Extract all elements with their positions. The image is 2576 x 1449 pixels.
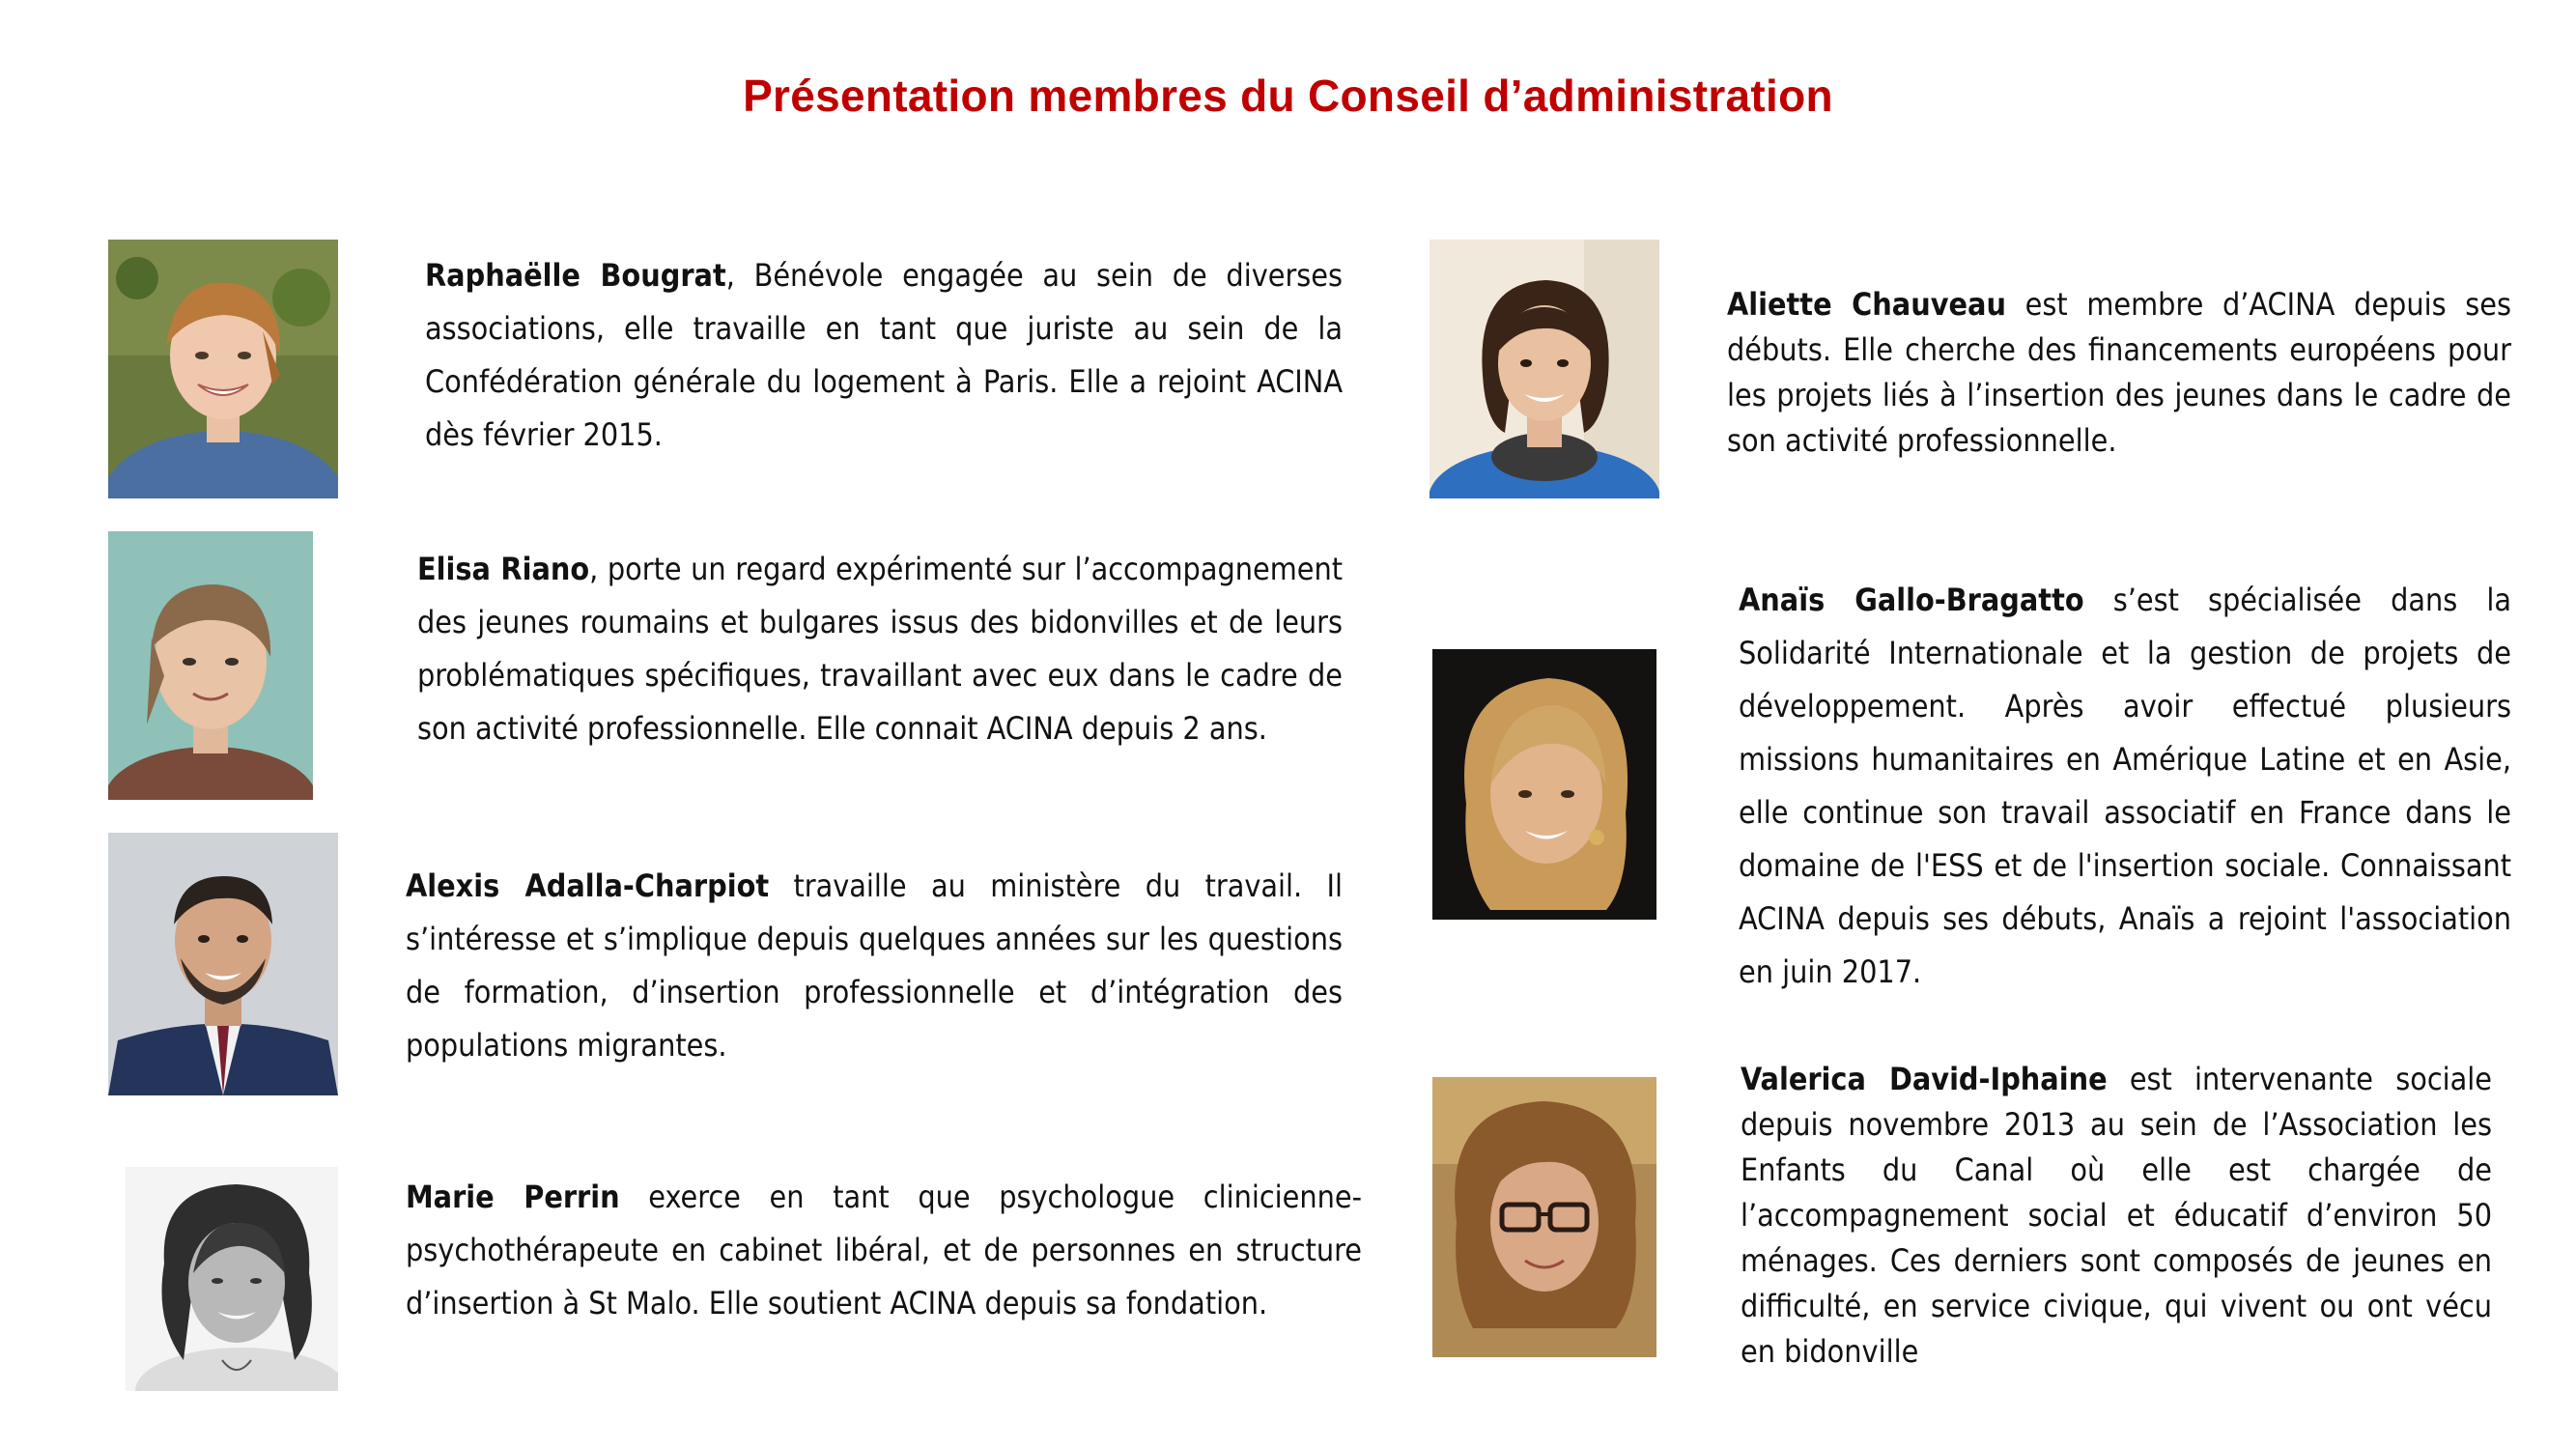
member-name: Valerica David-Iphaine	[1741, 1061, 2108, 1097]
member-bio-marie	[406, 1171, 1362, 1330]
member-name: Aliette Chauveau	[1727, 286, 2006, 323]
member-photo-anais	[1432, 649, 1656, 920]
page-title: Présentation membres du Conseil d’administration	[743, 71, 1833, 121]
member-description: est intervenante sociale depuis novembre 2013 au sein de l’Association les Enfants du Canal où elle est chargée de l’accompagnement social et éducatif d’environ 50 ménages. Ces derniers sont composés de jeunes en difficulté, en service civique, qui vivent ou ont vécu en bidonville	[1741, 1061, 2493, 1370]
member-name: Marie Perrin	[406, 1179, 620, 1215]
member-name: Anaïs Gallo-Bragatto	[1739, 582, 2084, 618]
member-photo-marie	[126, 1167, 338, 1391]
member-photo-elisa	[108, 531, 313, 800]
member-bio-elisa	[417, 543, 1343, 755]
member-photo-raphaelle	[108, 240, 338, 498]
member-bio-alexis	[406, 860, 1343, 1072]
member-photo-aliette	[1430, 240, 1659, 498]
member-name: Alexis Adalla-Charpiot	[406, 867, 770, 904]
member-name: Raphaëlle Bougrat	[425, 257, 726, 294]
member-photo-valerica	[1432, 1077, 1656, 1357]
member-bio-raphaelle	[425, 249, 1343, 462]
member-bio-aliette	[1727, 282, 2511, 464]
member-description: , porte un regard expérimenté sur l’accompagnement des jeunes roumains et bulgares issus des bidonvilles et de leurs problématiques spécifiques, travaillant avec eux dans le cadre de son activité professionnelle. Elle connait ACINA depuis 2 ans.	[417, 551, 1344, 747]
member-bio-valerica	[1741, 1057, 2492, 1375]
member-description: exerce en tant que psychologue clinicienne-psychothérapeute en cabinet libéral, et de personnes en structure d’insertion à St Malo. Elle soutient ACINA depuis sa fondation.	[406, 1179, 1362, 1321]
member-description: est membre d’ACINA depuis ses débuts. Elle cherche des financements européens pour les projets liés à l’insertion des jeunes dans le cadre de son activité professionnelle.	[1727, 286, 2511, 459]
member-name: Elisa Riano	[417, 551, 590, 587]
member-description: , Bénévole engagée au sein de diverses associations, elle travaille en tant que juriste au sein de la Confédération générale du logement à Paris. Elle a rejoint ACINA dès février 2015.	[425, 257, 1344, 453]
member-description: s’est spécialisée dans la Solidarité Internationale et la gestion de projets de développement. Après avoir effectué plusieurs missions humanitaires en Amérique Latine et en Asie, elle continue son travail associatif en France dans le domaine de l'ESS et de l'insertion sociale. Connaissant ACINA depuis ses débuts, Anaïs a rejoint l'association en juin 2017.	[1739, 582, 2512, 990]
member-bio-anais	[1739, 574, 2511, 999]
member-description: travaille au ministère du travail. Il s’intéresse et s’implique depuis quelques années sur les questions de formation, d’insertion professionnelle et d’intégration des populations migrantes.	[406, 867, 1344, 1064]
member-photo-alexis	[108, 833, 338, 1095]
